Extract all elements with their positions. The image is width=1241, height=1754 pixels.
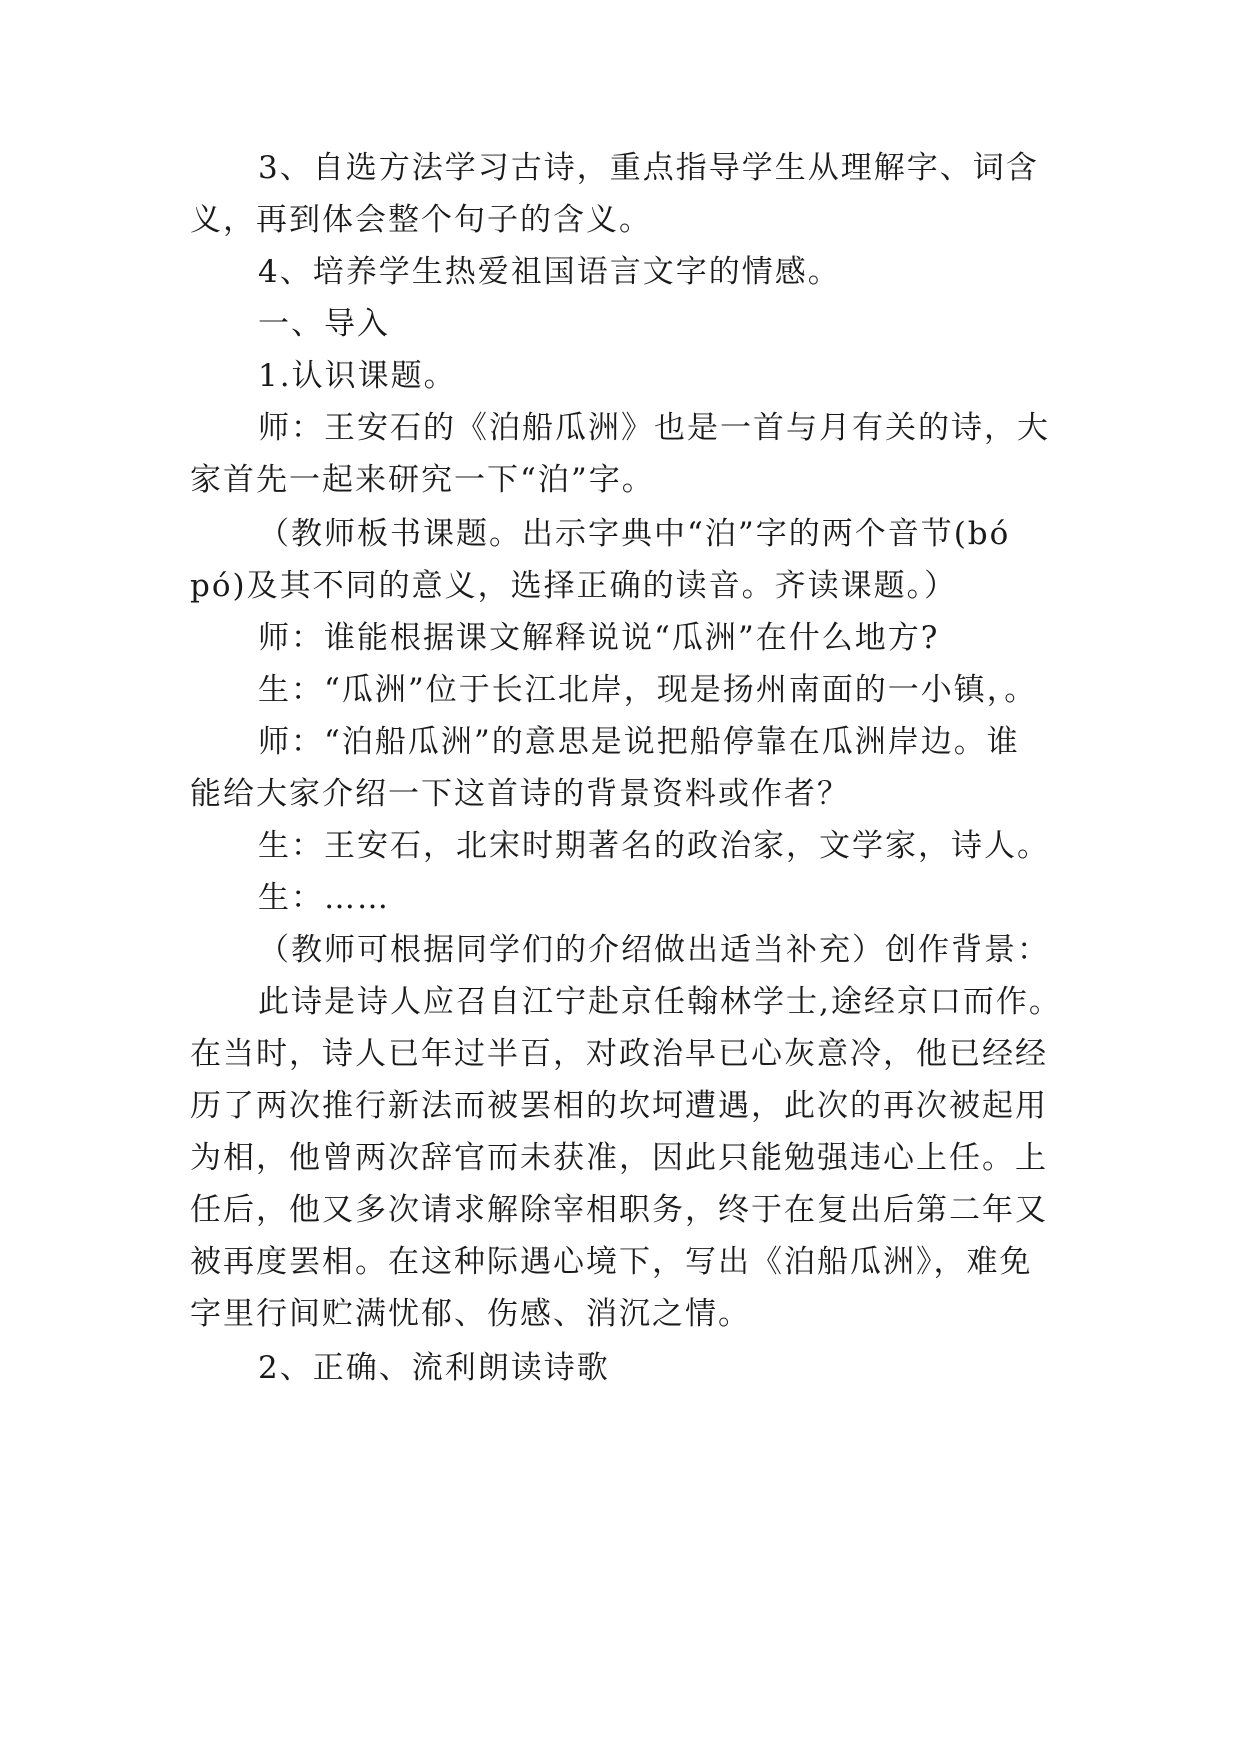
paragraph-line: 家首先一起来研究一下“泊”字。: [190, 462, 655, 498]
paragraph-line: （教师可根据同学们的介绍做出适当补充）创作背景：: [258, 932, 1050, 968]
paragraph-line: 生：……: [258, 880, 390, 916]
paragraph-line: 在当时，诗人已年过半百，对政治早已心灰意冷，他已经经: [190, 1036, 1048, 1072]
paragraph-line: pó)及其不同的意义，选择正确的读音。齐读课题。）: [190, 568, 958, 604]
section-heading: 一、导入: [258, 306, 390, 342]
paragraph-line: 生：王安石，北宋时期著名的政治家，文学家，诗人。: [258, 828, 1050, 864]
paragraph-line: 此诗是诗人应召自江宁赴京任翰林学士,途经京口而作。: [258, 984, 1062, 1020]
paragraph-line: （教师板书课题。出示字典中“泊”字的两个音节(bó: [258, 516, 1011, 552]
paragraph-line: 生：“瓜洲”位于长江北岸，现是扬州南面的一小镇，。: [258, 672, 1038, 708]
paragraph-line: 师：谁能根据课文解释说说“瓜洲”在什么地方?: [258, 620, 940, 656]
paragraph-line: 能给大家介绍一下这首诗的背景资料或作者？: [190, 776, 850, 812]
paragraph-line: 2、正确、流利朗读诗歌: [258, 1350, 610, 1386]
paragraph-line: 4、培养学生热爱祖国语言文字的情感。: [258, 254, 841, 290]
paragraph-line: 师：王安石的《泊船瓜洲》也是一首与月有关的诗，大: [258, 410, 1050, 446]
paragraph-line: 义，再到体会整个句子的含义。: [190, 202, 652, 238]
paragraph-line: 师：“泊船瓜洲”的意思是说把船停靠在瓜洲岸边。谁: [258, 724, 1020, 760]
paragraph-line: 3、自选方法学习古诗，重点指导学生从理解字、词含: [258, 150, 1039, 186]
paragraph-line: 为相，他曾两次辞官而未获准，因此只能勉强违心上任。上: [190, 1140, 1048, 1176]
paragraph-line: 任后，他又多次请求解除宰相职务，终于在复出后第二年又: [190, 1192, 1048, 1228]
subsection-heading: 1.认识课题。: [258, 358, 457, 394]
paragraph-line: 历了两次推行新法而被罢相的坎坷遭遇，此次的再次被起用: [190, 1088, 1048, 1124]
paragraph-line: 被再度罢相。在这种际遇心境下，写出《泊船瓜洲》，难免: [190, 1244, 1033, 1280]
paragraph-line: 字里行间贮满忧郁、伤感、消沉之情。: [190, 1296, 751, 1332]
